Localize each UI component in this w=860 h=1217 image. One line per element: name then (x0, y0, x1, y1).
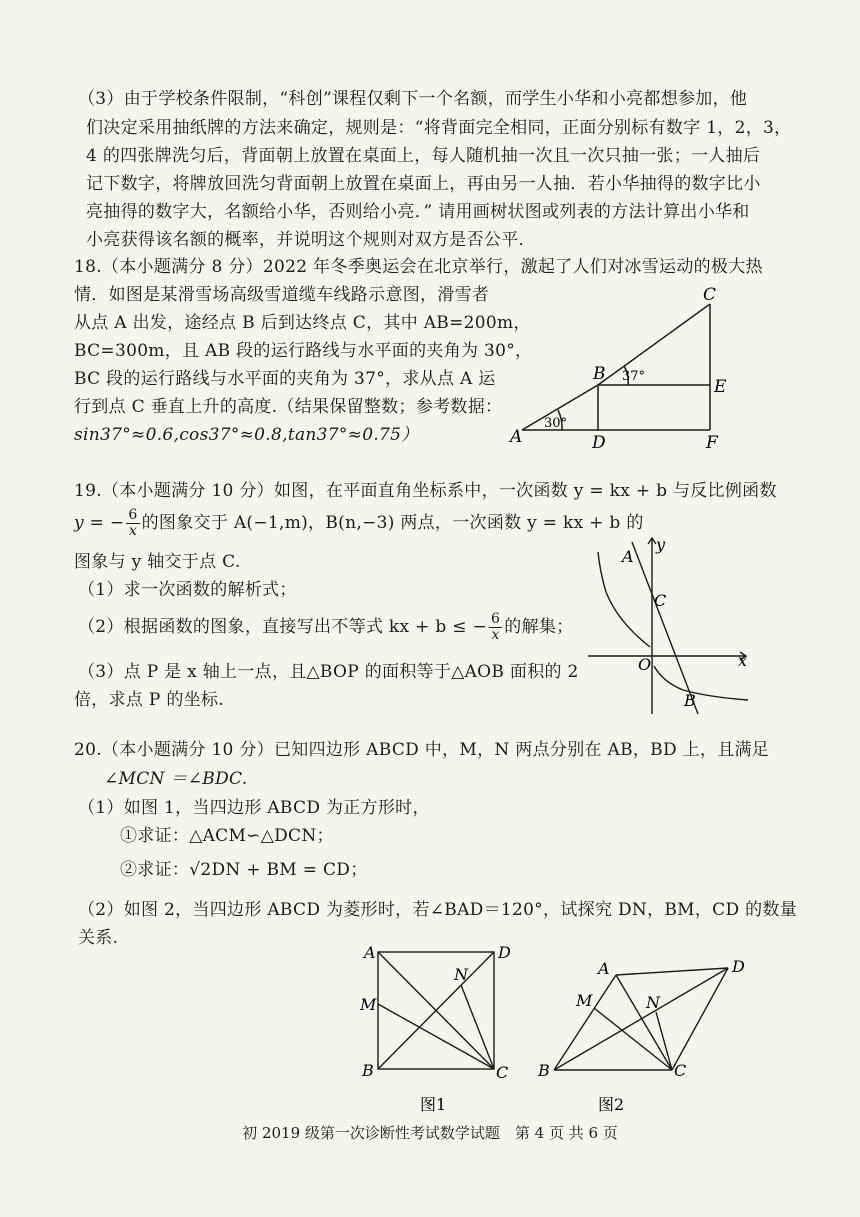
q19-part1: （1）求一次函数的解析式； (78, 580, 297, 600)
fig1-caption: 图1 (420, 1095, 447, 1114)
graph-point-b-label: B (684, 691, 696, 710)
fig2-caption: 图2 (598, 1095, 625, 1114)
q20-sub2: ②求证：√2DN + BM = CD； (120, 860, 368, 880)
point-e-label: E (714, 377, 727, 397)
q19-part2-prefix: （2）根据函数的图象，直接写出不等式 kx + b ≤ − (78, 617, 488, 637)
q20-figure2-rhombus (534, 950, 774, 1118)
q19-line3: 图象与 y 轴交于点 C. (74, 552, 241, 572)
point-f-label: F (706, 433, 718, 453)
q19-part3-line1: （3）点 P 是 x 轴上一点，且△BOP 的面积等于△AOB 面积的 2 (78, 662, 579, 682)
graph-axis-y-label: y (656, 535, 666, 554)
graph-axis-x-label: x (738, 651, 748, 670)
q19-fraction (126, 508, 139, 539)
q17-part3-line5: 亮抽得的数字大，名额给小华，否则给小亮．” 请用画树状图或列表的方法计算出小华和 (86, 202, 750, 222)
q18-cable-figure (500, 282, 740, 456)
q19-graph-figure (588, 532, 758, 718)
q19-part2 (78, 612, 573, 643)
fraction-numerator: 6 (128, 507, 138, 523)
q19-func-prefix: y = − (74, 513, 125, 533)
q18-line7: sin37°≈0.6,cos37°≈0.8,tan37°≈0.75） (74, 425, 419, 445)
q18-line6: 行到点 C 垂直上升的高度.（结果保留整数；参考数据： (74, 397, 503, 417)
point-c-label: C (703, 285, 717, 305)
q17-part3-line3: 4 的四张牌洗匀后，背面朝上放置在桌面上，每人随机抽一次且一次只抽一张；一人抽后 (86, 146, 761, 166)
q17-part3-line1: （3）由于学校条件限制，“科创”课程仅剩下一个名额，而学生小华和小亮都想参加，他 (78, 89, 748, 109)
fig1-point-b-label: B (362, 1061, 374, 1080)
q20-sub1: ①求证：△ACM∽△DCN； (120, 826, 334, 846)
fig2-point-d-label: D (732, 957, 745, 976)
q17-part3-line4: 记下数字，将牌放回洗匀背面朝上放置在桌面上，再由另一人抽．若小华抽得的数字比小 (86, 174, 761, 194)
q17-part3-line6: 小亮获得该名额的概率，并说明这个规则对双方是否公平． (86, 230, 536, 250)
q18-line3: 从点 A 出发，途经点 B 后到达终点 C，其中 AB=200m， (74, 313, 531, 333)
q19-part2-suffix: 的解集； (504, 617, 574, 637)
fig2-point-m-label: M (576, 991, 593, 1010)
point-b-label: B (593, 364, 606, 384)
point-a-label: A (510, 427, 523, 447)
q19-line2 (74, 508, 644, 539)
q19-line2-suffix: 的图象交于 A(−1,m)，B(n,−3) 两点，一次函数 y = kx + b 的 (141, 513, 644, 533)
fraction-denominator: x (491, 627, 500, 643)
q20-part2-line1: （2）如图 2，当四边形 ABCD 为菱形时，若∠BAD＝120°，试探究 DN，BM，CD 的数量 (78, 900, 798, 920)
angle-b-label: 37° (622, 369, 646, 384)
angle-a-label: 30° (544, 416, 568, 431)
fig1-point-m-label: M (360, 995, 377, 1014)
q20-line2: ∠MCN ＝∠BDC. (104, 769, 248, 789)
q20-line1: 20.（本小题满分 10 分）已知四边形 ABCD 中，M，N 两点分别在 AB，BD 上，且满足 (74, 740, 770, 760)
q20-part2-line2: 关系. (78, 928, 119, 948)
fig2-point-b-label: B (538, 1061, 550, 1080)
fig1-point-d-label: D (498, 943, 511, 962)
graph-point-a-label: A (622, 547, 634, 566)
q20-part1: （1）如图 1，当四边形 ABCD 为正方形时， (78, 798, 430, 818)
q18-line5: BC 段的运行路线与水平面的夹角为 37°，求从点 A 运 (74, 369, 496, 389)
q17-part3-line2: 们决定采用抽纸牌的方法来确定，规则是：“将背面完全相同，正面分别标有数字 1，2，3， (86, 118, 792, 138)
q18-line1: 18.（本小题满分 8 分）2022 年冬季奥运会在北京举行，激起了人们对冰雪运动的极大热 (74, 257, 763, 277)
q20-figure1-square (350, 940, 530, 1118)
fig2-point-a-label: A (598, 959, 610, 978)
q18-line4: BC=300m，且 AB 段的运行路线与水平面的夹角为 30°， (74, 341, 533, 361)
fig1-point-n-label: N (454, 965, 468, 984)
page-footer: 初 2019 级第一次诊断性考试数学试题 第 4 页 共 6 页 (242, 1124, 618, 1142)
q19-part2-fraction (489, 612, 502, 643)
q19-line1: 19.（本小题满分 10 分）如图，在平面直角坐标系中，一次函数 y = kx + b 与反比例函数 (74, 481, 777, 501)
fraction-numerator: 6 (491, 611, 501, 627)
fig1-point-a-label: A (364, 943, 376, 962)
point-d-label: D (592, 433, 606, 453)
q19-part3-line2: 倍，求点 P 的坐标. (74, 690, 224, 710)
q18-line2: 情．如图是某滑雪场高级雪道缆车线路示意图，滑雪者 (74, 285, 490, 305)
fig2-point-n-label: N (646, 993, 660, 1012)
fraction-denominator: x (128, 523, 138, 539)
fig1-point-c-label: C (496, 1063, 509, 1082)
graph-point-c-label: C (654, 591, 667, 610)
fig2-point-c-label: C (674, 1061, 687, 1080)
graph-origin-label: O (638, 655, 652, 674)
